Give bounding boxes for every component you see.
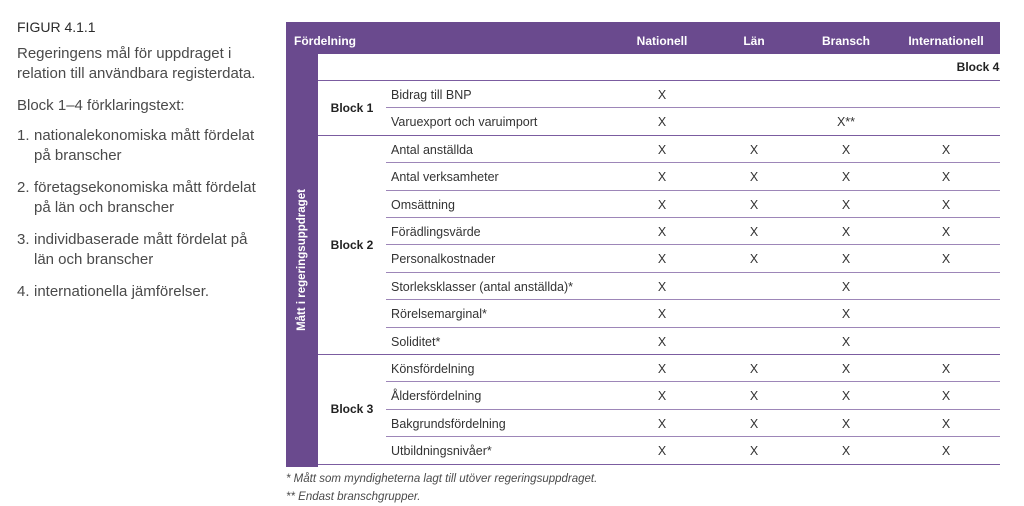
side-bar (286, 54, 318, 467)
row-item: Utbildningsnivåer* (391, 444, 492, 459)
footnote: ** Endast branschgrupper. (286, 491, 421, 503)
mark-lan (709, 328, 799, 355)
mark-nationell: X (657, 142, 667, 157)
table-row (386, 108, 1000, 135)
table-row (386, 410, 1000, 437)
row-item: Varuexport och varuimport (391, 115, 538, 130)
mark-lan: X (749, 362, 759, 376)
footnote: * Mått som myndigheterna lagt till utöver regeringsuppdraget. (286, 473, 598, 485)
row-item: Bidrag till BNP (391, 88, 472, 102)
mark-nationell: X (657, 115, 667, 130)
mark-internationell: X (941, 252, 951, 267)
row-item: Förädlingsvärde (391, 224, 481, 239)
column-header-nationell: Nationell (636, 34, 688, 48)
block4-row (318, 54, 1000, 81)
table-row (386, 191, 1000, 218)
mark-nationell: X (657, 279, 667, 294)
mark-bransch: X (841, 362, 851, 376)
figure-title: Regeringens mål för uppdraget i relation till användbara registerdata. (17, 45, 256, 82)
table-row (386, 273, 1000, 300)
block-2 (318, 136, 1000, 355)
mark-nationell: X (657, 389, 667, 404)
table-row (386, 136, 1000, 163)
mark-bransch: X (841, 252, 851, 267)
header-label: Fördelning (294, 34, 356, 48)
table-row (386, 328, 1000, 355)
figure-label: FIGUR 4.1.1 (17, 19, 96, 35)
mark-lan: X (749, 142, 759, 157)
table-row (386, 218, 1000, 245)
mark-lan: X (749, 444, 759, 459)
table-row (386, 437, 1000, 464)
mark-nationell: X (657, 252, 667, 267)
mark-lan (709, 273, 799, 300)
mark-nationell: X (657, 444, 667, 459)
mark-bransch: X (841, 224, 851, 239)
table-row (386, 81, 1000, 108)
mark-lan (709, 81, 799, 108)
mark-bransch: X (841, 389, 851, 404)
table-row (386, 300, 1000, 327)
list-item: 3. individbaserade mått fördelat på län och branscher (17, 231, 248, 268)
mark-bransch: X (841, 170, 851, 185)
table-row (386, 163, 1000, 190)
mark-internationell: X (941, 362, 951, 376)
mark-nationell: X (657, 334, 667, 349)
mark-internationell (901, 328, 991, 355)
mark-bransch: X (841, 416, 851, 431)
row-item: Åldersfördelning (391, 389, 482, 404)
side-label: Mått i regeringsuppdraget (296, 189, 308, 331)
mark-bransch: X** (836, 115, 856, 130)
block-label: Block 3 (330, 402, 374, 417)
mark-bransch (801, 81, 891, 108)
row-item: Omsättning (391, 197, 455, 212)
measures-table (286, 22, 1000, 467)
mark-nationell: X (657, 88, 667, 102)
block-label: Block 2 (330, 237, 374, 252)
mark-nationell: X (657, 362, 667, 376)
mark-internationell (901, 81, 991, 108)
row-item: Soliditet* (391, 334, 441, 349)
mark-lan: X (749, 224, 759, 239)
mark-lan (709, 300, 799, 327)
block-3 (318, 355, 1000, 465)
mark-bransch: X (841, 197, 851, 212)
row-item: Antal verksamheter (391, 170, 499, 185)
mark-internationell: X (941, 170, 951, 185)
mark-internationell (901, 108, 991, 135)
row-item: Personalkostnader (391, 252, 496, 267)
row-item: Könsfördelning (391, 362, 475, 376)
mark-bransch: X (841, 444, 851, 459)
figure-intro: Block 1–4 förklaringstext: (17, 97, 185, 114)
row-item: Storleksklasser (antal anställda)* (391, 279, 574, 294)
mark-internationell: X (941, 444, 951, 459)
column-header-lan: Län (743, 34, 765, 48)
mark-internationell: X (941, 389, 951, 404)
column-header-bransch: Bransch (821, 34, 871, 48)
block4-label: Block 4 (956, 60, 1000, 74)
mark-lan: X (749, 252, 759, 267)
table-row (386, 245, 1000, 272)
block-1 (318, 81, 1000, 136)
mark-bransch: X (841, 142, 851, 157)
list-item: 4. internationella jämförelser. (17, 283, 210, 300)
mark-lan: X (749, 416, 759, 431)
mark-bransch: X (841, 279, 851, 294)
mark-nationell: X (657, 416, 667, 431)
mark-nationell: X (657, 197, 667, 212)
row-item: Antal anställda (391, 142, 474, 157)
mark-internationell (901, 300, 991, 327)
explanation-list (17, 126, 267, 302)
mark-internationell: X (941, 416, 951, 431)
mark-lan: X (749, 170, 759, 185)
mark-lan: X (749, 389, 759, 404)
mark-lan: X (749, 197, 759, 212)
list-item: 1. nationalekonomiska mått fördelat på branscher (17, 127, 255, 164)
table-row (386, 382, 1000, 409)
mark-bransch: X (841, 307, 851, 322)
footnotes (286, 470, 597, 506)
block-label: Block 1 (330, 100, 374, 115)
list-item: 2. företagsekonomiska mått fördelat på län och branscher (17, 179, 256, 216)
table-header (286, 22, 1000, 54)
mark-internationell: X (941, 224, 951, 239)
row-item: Rörelsemarginal* (391, 307, 487, 322)
row-item: Bakgrundsfördelning (391, 416, 506, 431)
mark-internationell (901, 273, 991, 300)
mark-internationell: X (941, 142, 951, 157)
column-header-internationell: Internationell (908, 34, 984, 48)
mark-lan (709, 108, 799, 135)
mark-bransch: X (841, 334, 851, 349)
mark-nationell: X (657, 224, 667, 239)
mark-nationell: X (657, 170, 667, 185)
mark-nationell: X (657, 307, 667, 322)
mark-internationell: X (941, 197, 951, 212)
table-row (386, 355, 1000, 382)
figure-caption (17, 19, 267, 314)
